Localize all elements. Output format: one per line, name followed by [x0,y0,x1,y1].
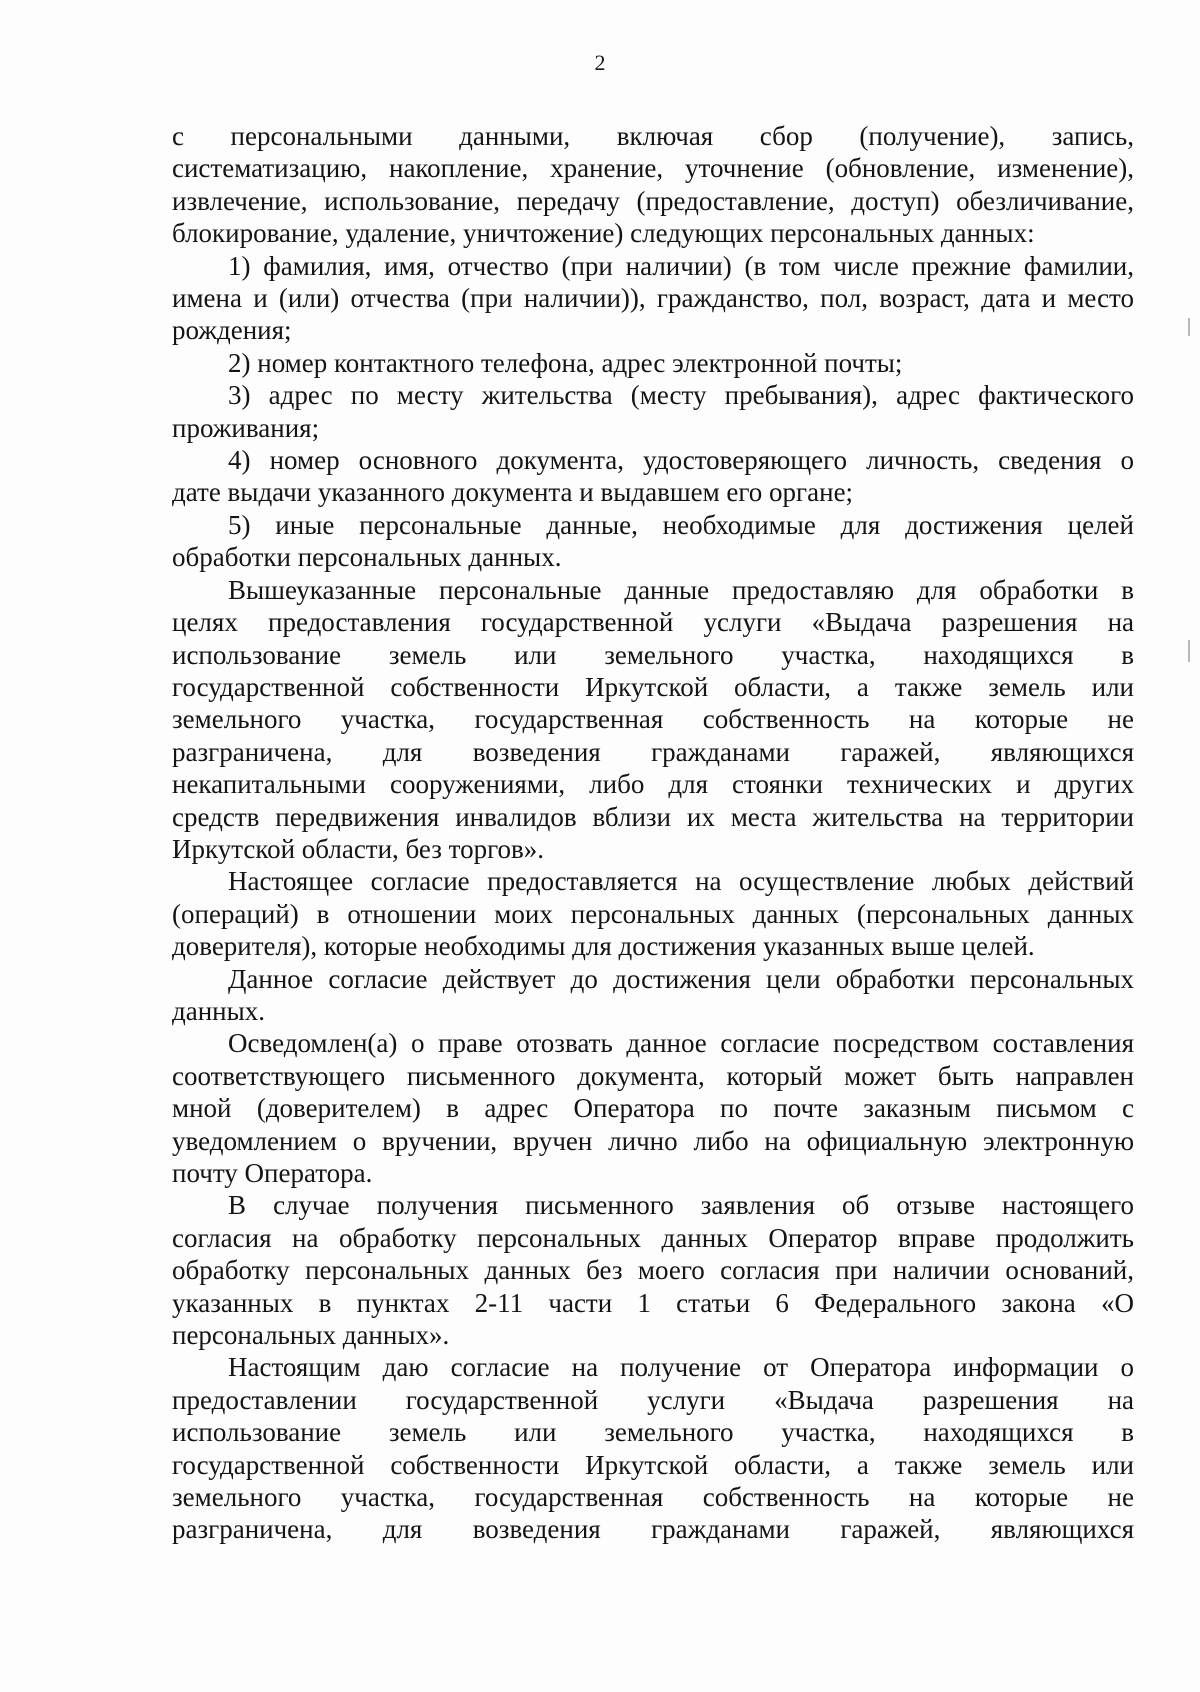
text-line: обработки персональных данных. [172,542,562,573]
text-line: обработку персональных данных без моего согласия при наличии оснований, [172,1255,1134,1286]
text-line: Вышеуказанные персональные данные предоставляю для обработки в [228,574,1134,605]
text-line: государственной собственности Иркутской области, а также земель или [172,671,1134,702]
text-line: разграничена, для возведения гражданами гаражей, являющихся [172,1514,1134,1545]
text-line: 1) фамилия, имя, отчество (при наличии) (в том числе прежние фамилии, [228,250,1134,281]
paragraph [172,379,1134,444]
text-line: 2) номер контактного телефона, адрес электронной почты; [228,347,903,378]
paragraph [172,347,1134,379]
text-line: 5) иные персональные данные, необходимые для достижения целей [228,509,1134,540]
text-line: государственной собственности Иркутской области, а также земель или [172,1449,1134,1480]
text-line: блокирование, удаление, уничтожение) следующих персональных данных: [172,218,1035,249]
text-line: персональных данных». [172,1320,450,1351]
text-line: Настоящее согласие предоставляется на осуществление любых действий [228,866,1134,897]
text-line: указанных в пунктах 2-11 части 1 статьи 6 Федерального закона «О [172,1287,1134,1318]
paragraph [172,120,1134,250]
text-line: 3) адрес по месту жительства (месту пребывания), адрес фактического [228,380,1134,411]
text-line: средств передвижения инвалидов вблизи их места жительства на территории [172,801,1134,832]
text-line: земельного участка, государственная собственность на которые не [172,1482,1134,1513]
text-line: рождения; [172,315,292,346]
paragraph [172,574,1134,866]
text-line: использование земель или земельного участка, находящихся в [172,639,1134,670]
text-line: данных. [172,995,266,1026]
paragraph [172,1189,1134,1351]
text-line: 4) номер основного документа, удостоверяющего личность, сведения о [228,445,1134,476]
paragraph [172,963,1134,1028]
text-line: уведомлением о вручении, вручен лично либо на официальную электронную [172,1125,1134,1156]
text-line: почту Оператора. [172,1158,373,1188]
page-number: 2 [594,50,606,75]
document-body [172,120,1134,1546]
text-line: согласия на обработку персональных данных Оператор вправе продолжить [172,1222,1134,1253]
text-line: мной (доверителем) в адрес Оператора по почте заказным письмом с [172,1093,1134,1124]
text-line: некапитальными сооружениями, либо для стоянки технических и других [172,769,1134,800]
text-line: проживания; [172,412,320,443]
text-line: целях предоставления государственной услуги «Выдача разрешения на [172,607,1134,638]
text-line: дате выдачи указанного документа и выдавшем его органе; [172,477,854,508]
text-line: (операций) в отношении моих персональных данных (персональных данных [172,898,1134,929]
text-line: доверителя), которые необходимы для достижения указанных выше целей. [172,931,1035,962]
paragraph [172,1027,1134,1189]
text-line: использование земель или земельного участка, находящихся в [172,1417,1134,1448]
paragraph [172,250,1134,347]
text-line: предоставлении государственной услуги «Выдача разрешения на [172,1384,1134,1415]
text-line: Иркутской области, без торгов». [172,833,545,864]
text-line: имена и (или) отчества (при наличии)), гражданство, пол, возраст, дата и место [172,283,1134,314]
text-line: Данное согласие действует до достижения цели обработки персональных [228,963,1134,994]
paragraph [172,509,1134,574]
text-line: Настоящим даю согласие на получение от Оператора информации о [228,1352,1134,1383]
text-line: В случае получения письменного заявления об отзыве настоящего [228,1190,1134,1221]
paragraph [172,444,1134,509]
scan-artifact [1188,640,1190,662]
text-line: систематизацию, накопление, хранение, уточнение (обновление, изменение), [172,153,1134,184]
text-line: Осведомлен(а) о праве отозвать данное согласие посредством составления [228,1028,1134,1059]
scan-artifact [1188,318,1190,336]
paragraph [172,865,1134,962]
text-line: с персональными данными, включая сбор (получение), запись, [172,121,1134,151]
text-line: земельного участка, государственная собственность на которые не [172,704,1134,735]
text-line: извлечение, использование, передачу (предоставление, доступ) обезличивание, [172,185,1134,216]
text-line: разграничена, для возведения гражданами гаражей, являющихся [172,736,1134,767]
text-line: соответствующего письменного документа, который может быть направлен [172,1060,1134,1091]
paragraph [172,1351,1134,1545]
